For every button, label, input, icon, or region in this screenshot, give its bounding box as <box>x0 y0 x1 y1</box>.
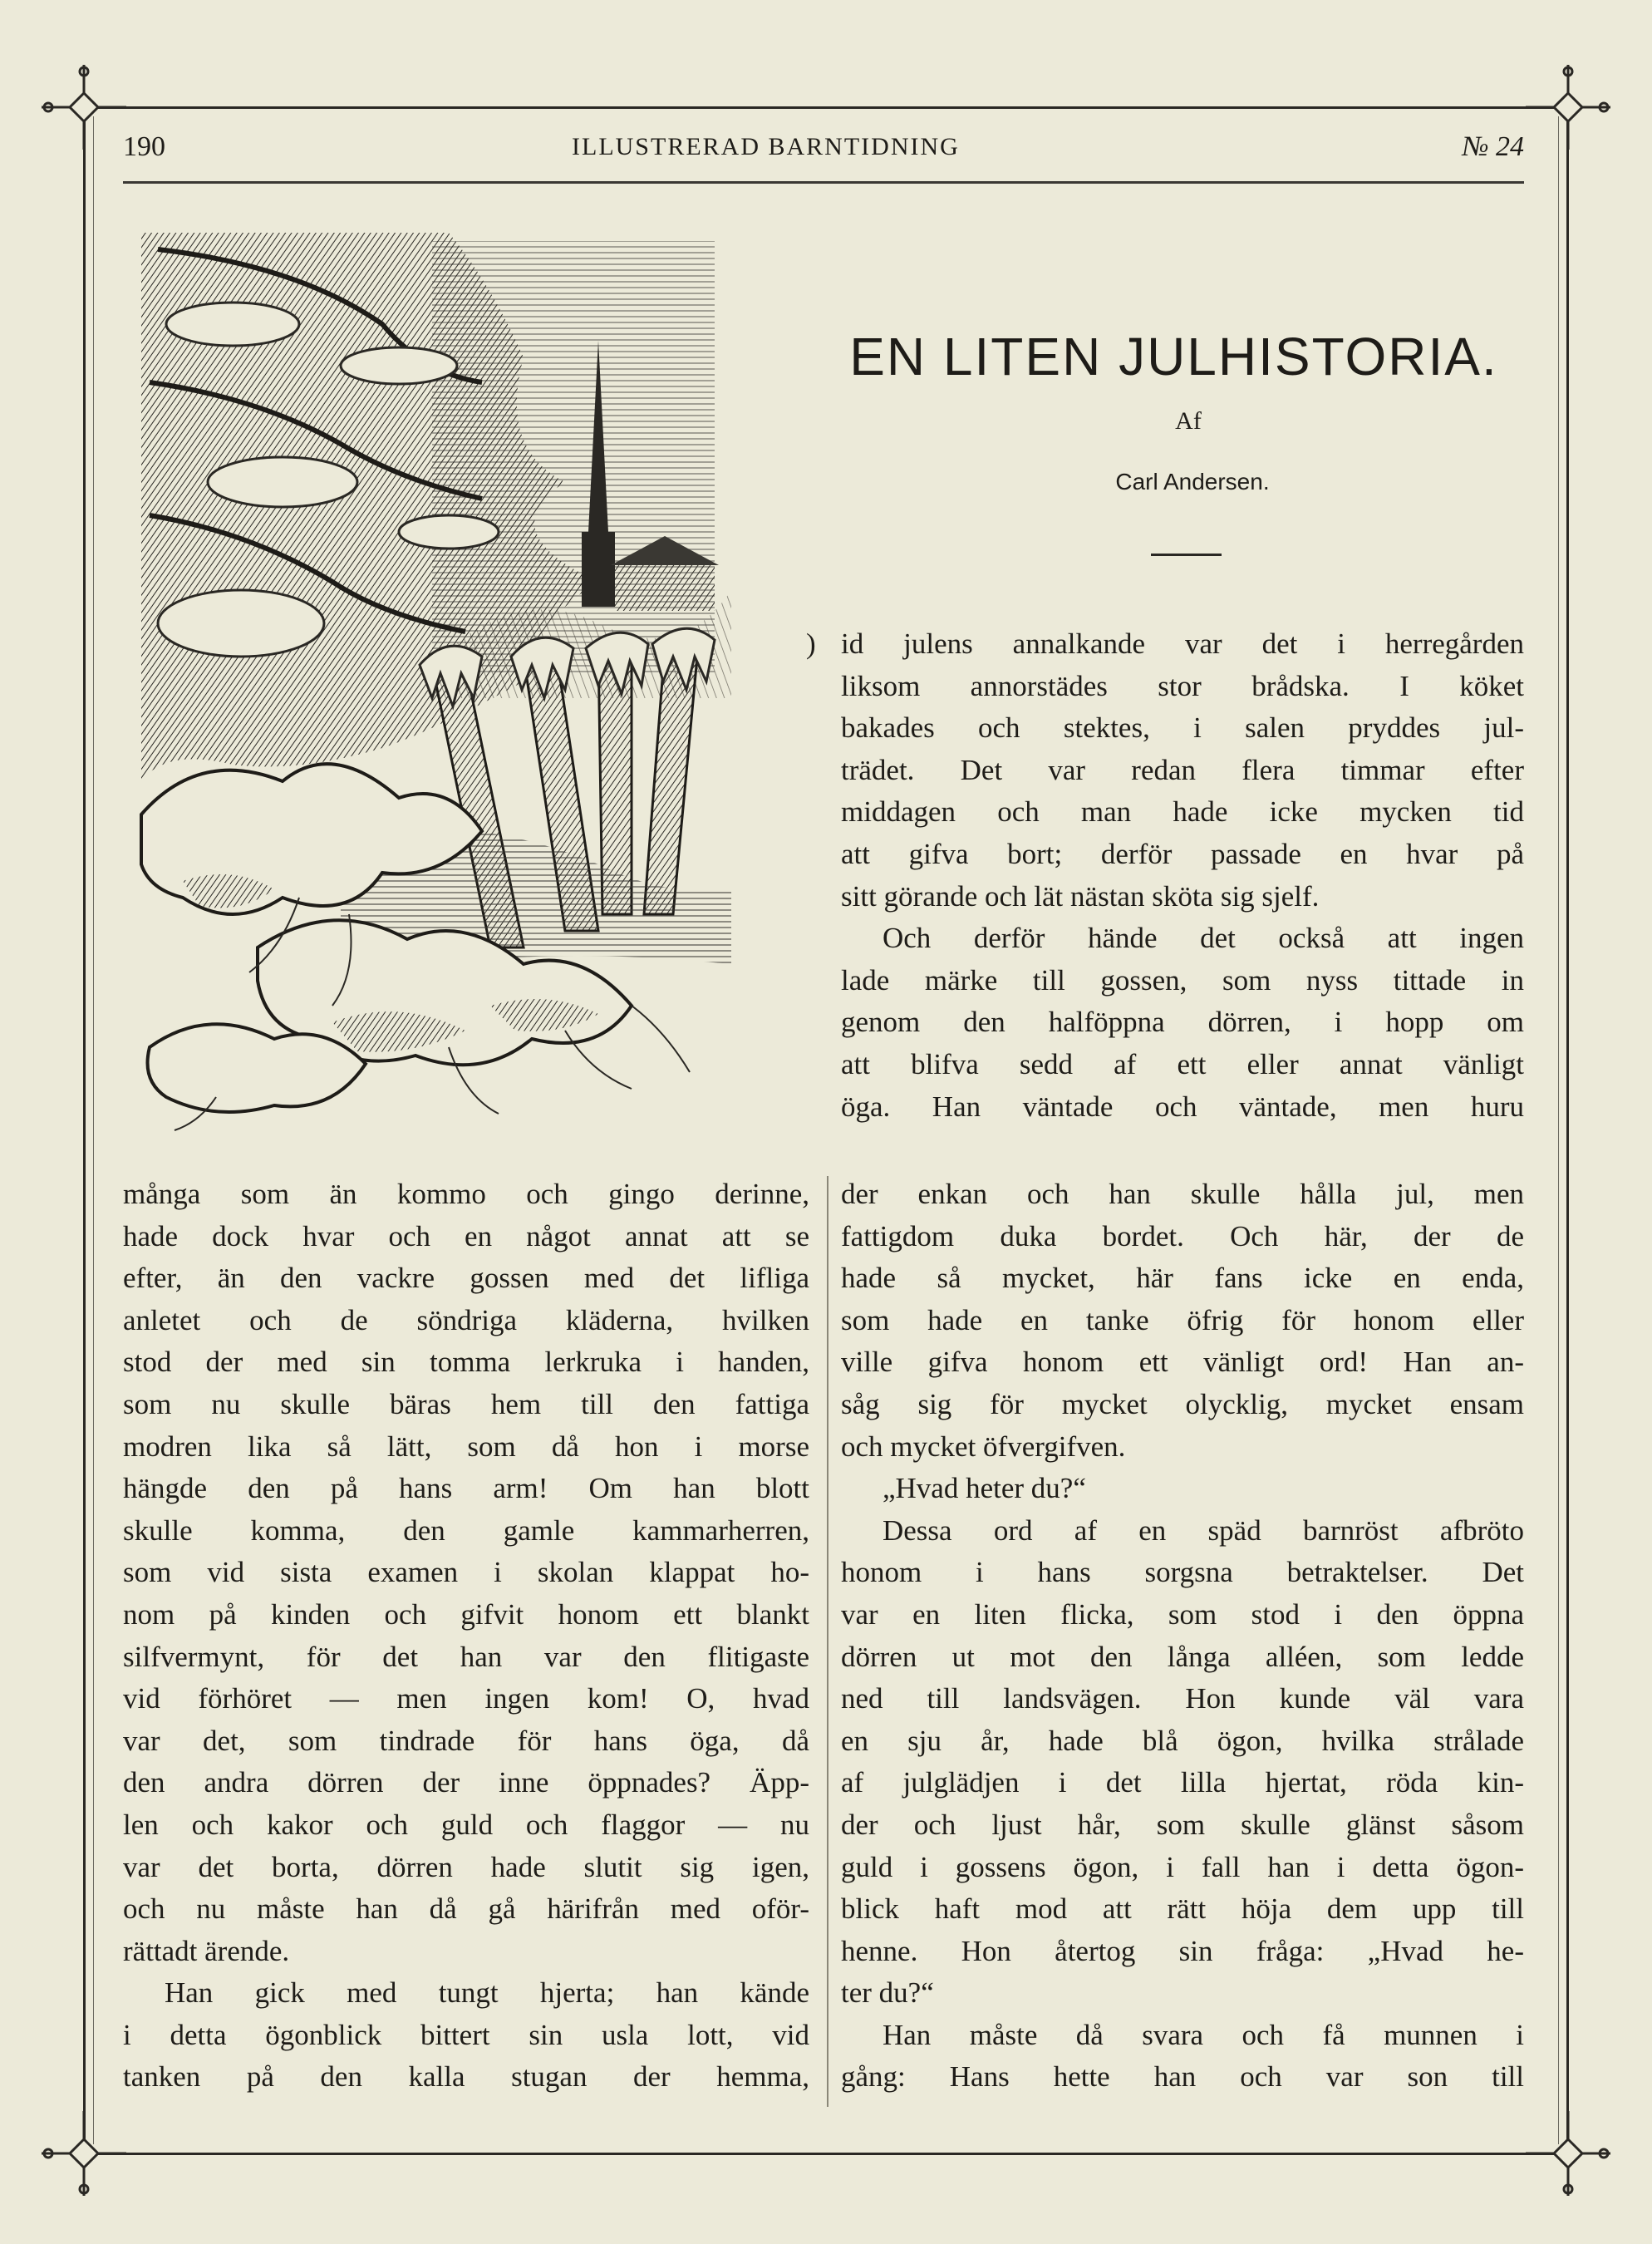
text-line: sitt görande och lät nästan sköta sig sjelf. <box>841 879 1320 913</box>
text-line: fattigdom duka bordet. Och här, der de <box>841 1219 1524 1252</box>
corner-ornament-icon <box>38 2108 130 2199</box>
text-line: såg sig för mycket olycklig, mycket ensam <box>841 1387 1524 1420</box>
column-right-top <box>841 623 1524 1128</box>
article-title: EN LITEN JULHISTORIA. <box>849 327 1498 386</box>
text-line: tanken på den kalla stugan der hemma, <box>123 2060 809 2094</box>
snowy-forest-church-engraving-icon <box>133 233 806 1155</box>
text-line: henne. Hon återtog sin fråga: „Hvad he- <box>841 1934 1524 1967</box>
text-line: der enkan och han skulle hålla jul, men <box>841 1178 1524 1210</box>
text-line: ter du?“ <box>841 1976 934 2010</box>
text-line: honom i hans sorgsna betraktelser. Det <box>841 1556 1524 1589</box>
text-line: många som än kommo och gingo derinne, <box>123 1178 809 1210</box>
frame-right-line <box>1566 106 1569 2155</box>
text-line: lade märke till gossen, som nyss tittade in <box>841 963 1524 997</box>
corner-ornament-icon <box>1522 62 1614 153</box>
text-line: skulle komma, den gamle kammarherren, <box>123 1513 809 1547</box>
text-line: len och kakor och guld och flaggor — nu <box>123 1808 809 1841</box>
header-rule <box>123 181 1524 184</box>
text-line: hängde den på hans arm! Om han blott <box>123 1472 809 1505</box>
column-left-bottom <box>123 1174 809 2099</box>
text-line: guld i gossens ögon, i fall han i detta ögon- <box>841 1850 1524 1883</box>
journal-title: ILLUSTRERAD BARNTIDNING <box>572 133 960 160</box>
article-author: Carl Andersen. <box>1115 469 1270 495</box>
drop-cap-edge: ) <box>806 627 816 660</box>
text-line: Han måste då svara och få munnen i <box>883 2018 1524 2051</box>
text-line: hade dock hvar och en något annat att se <box>123 1219 809 1252</box>
text-line: liksom annorstädes stor brådska. I köket <box>841 669 1524 702</box>
frame-left-line <box>83 106 86 2155</box>
text-line: att blifva sedd af ett eller annat vänligt <box>841 1047 1524 1080</box>
text-line: stod der med sin tomma lerkruka i handen, <box>123 1346 809 1379</box>
page-number: 190 <box>123 131 165 162</box>
frame-inner-right-line <box>1558 116 1559 2144</box>
text-line: der och ljust hår, som skulle glänst såsom <box>841 1808 1524 1841</box>
text-line: nom på kinden och gifvit honom ett blankt <box>123 1597 809 1631</box>
column-divider <box>827 1176 828 2107</box>
running-header <box>123 126 1524 176</box>
text-line: som nu skulle bäras hem till den fattiga <box>123 1387 809 1420</box>
text-line: var en liten flicka, som stod i den öppna <box>841 1597 1524 1631</box>
text-line: „Hvad heter du?“ <box>883 1472 1086 1505</box>
text-line: en sju år, hade blå ögon, hvilka strålade <box>841 1724 1524 1757</box>
text-line: Dessa ord af en späd barnröst afbröto <box>883 1513 1524 1547</box>
text-line: hade så mycket, här fans icke en enda, <box>841 1262 1524 1295</box>
title-rule <box>1151 554 1222 556</box>
text-line: som hade en tanke öfrig för honom eller <box>841 1303 1524 1336</box>
text-line: Han gick med tungt hjerta; han kände <box>165 1976 809 2010</box>
frame-inner-left-line <box>93 116 94 2144</box>
text-line: efter, än den vackre gossen med det lifliga <box>123 1262 809 1295</box>
frame-bottom-line <box>83 2153 1569 2155</box>
text-line: vid förhöret — men ingen kom! O, hvad <box>123 1682 809 1715</box>
text-line: och nu måste han då gå härifrån med oför- <box>123 1892 809 1926</box>
text-line: ned till landsvägen. Hon kunde väl vara <box>841 1682 1524 1715</box>
text-line: dörren ut mot den långa alléen, som ledde <box>841 1640 1524 1673</box>
text-line: var det, som tindrade för hans öga, då <box>123 1724 809 1757</box>
text-line: var det borta, dörren hade slutit sig igen, <box>123 1850 809 1883</box>
text-line: och mycket öfvergifven. <box>841 1430 1126 1463</box>
text-line: den andra dörren der inne öppnades? Äpp- <box>123 1766 809 1799</box>
text-line: ville gifva honom ett vänligt ord! Han an- <box>841 1346 1524 1379</box>
text-line: af julglädjen i det lilla hjertat, röda kin- <box>841 1766 1524 1799</box>
column-right-bottom <box>841 1174 1524 2099</box>
frame-top-line <box>83 106 1569 109</box>
text-line: silfvermynt, för det han var den flitigaste <box>123 1640 809 1673</box>
text-line: i detta ögonblick bittert sin usla lott, vid <box>123 2018 809 2051</box>
issue-number: № 24 <box>1462 131 1524 162</box>
text-line: rättadt ärende. <box>123 1934 290 1967</box>
text-line: bakades och stektes, i salen pryddes jul- <box>841 711 1524 745</box>
text-line: att gifva bort; derför passade en hvar på <box>841 837 1524 870</box>
text-line: trädet. Det var redan flera timmar efter <box>841 753 1524 786</box>
corner-ornament-icon <box>1522 2108 1614 2199</box>
text-line: modren lika så lätt, som då hon i morse <box>123 1430 809 1463</box>
corner-ornament-icon <box>38 62 130 153</box>
text-line: id julens annalkande var det i herregården <box>841 627 1524 660</box>
text-line: middagen och man hade icke mycken tid <box>841 795 1524 829</box>
text-line: blick haft mod att rätt höja dem upp till <box>841 1892 1524 1926</box>
text-line: Och derför hände det också att ingen <box>883 922 1524 955</box>
byline-af: Af <box>1175 407 1202 435</box>
text-line: anletet och de söndriga kläderna, hvilken <box>123 1303 809 1336</box>
text-line: genom den halföppna dörren, i hopp om <box>841 1006 1524 1039</box>
text-line: öga. Han väntade och väntade, men huru <box>841 1090 1524 1123</box>
text-line: gång: Hans hette han och var son till <box>841 2060 1524 2094</box>
text-line: som vid sista examen i skolan klappat ho- <box>123 1556 809 1589</box>
